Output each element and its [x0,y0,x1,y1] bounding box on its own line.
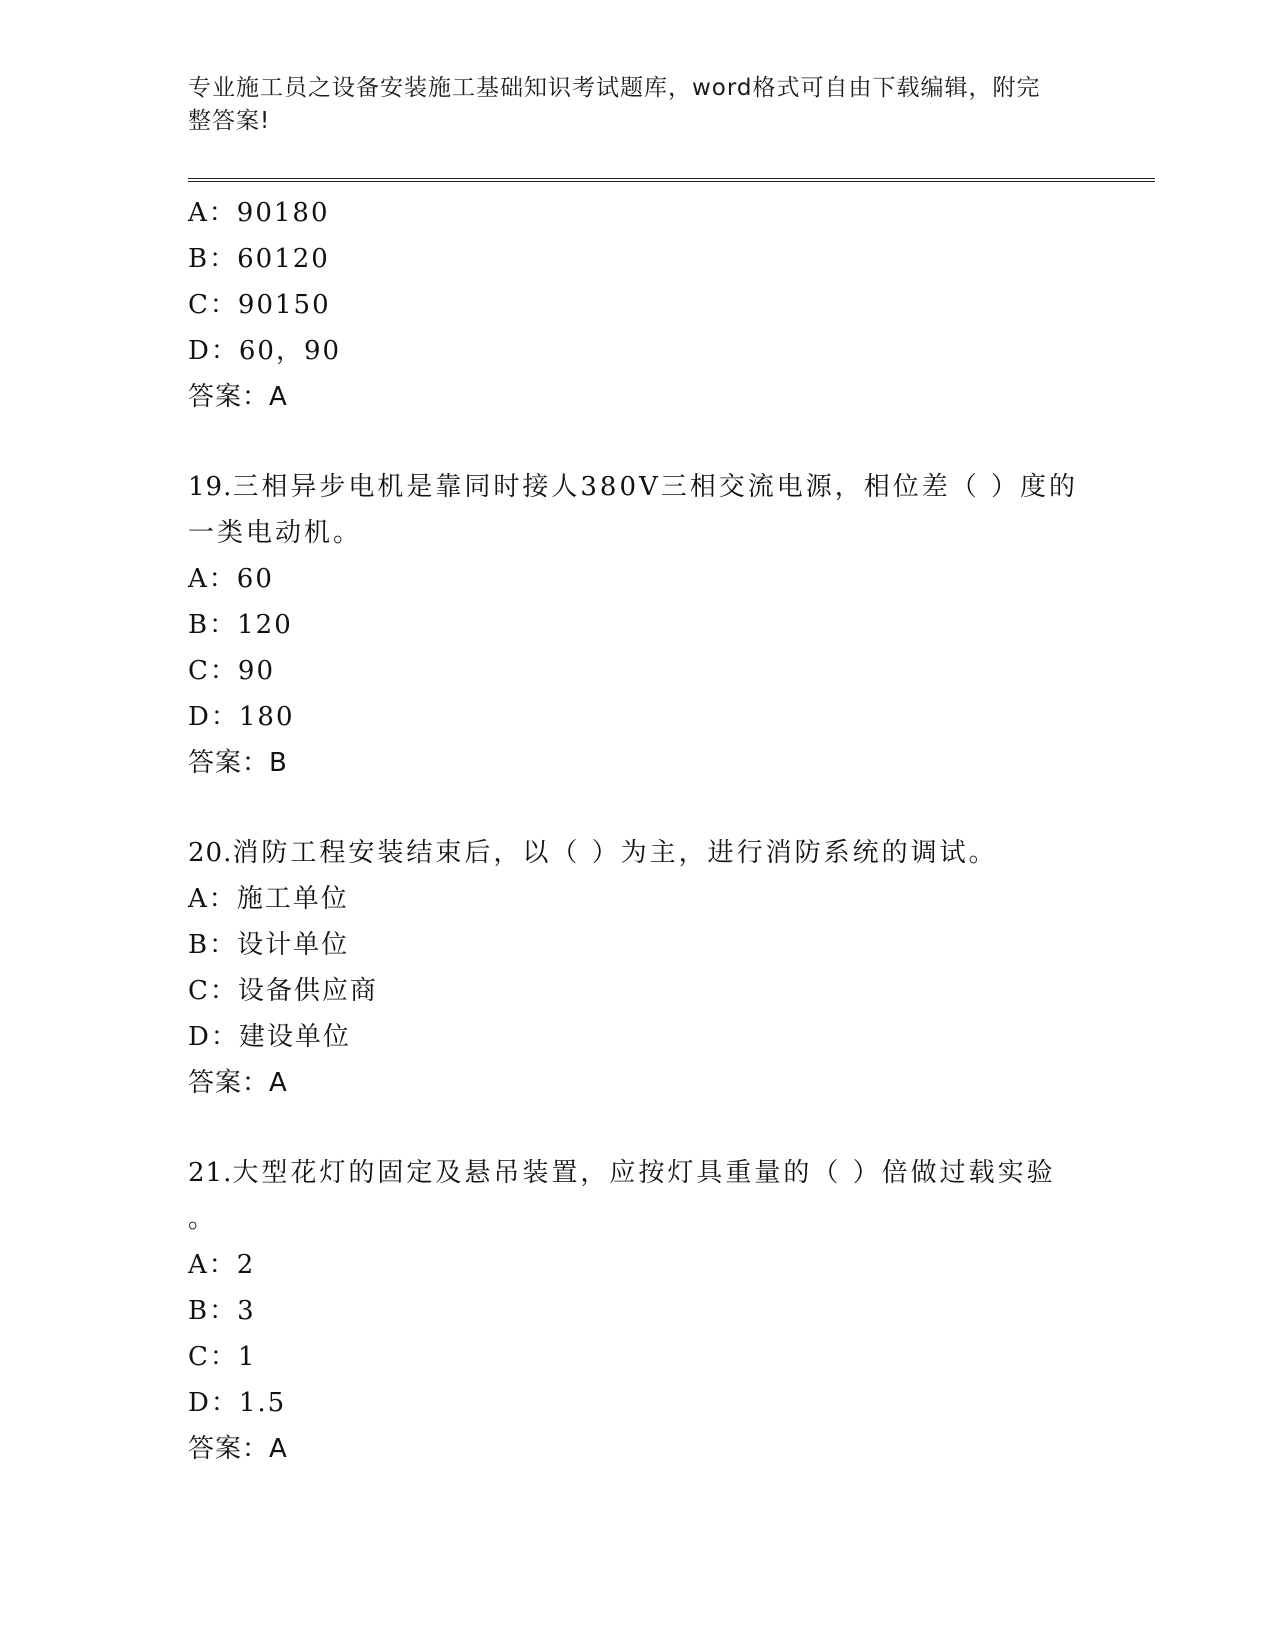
question-stem: 21.大型花灯的固定及悬吊装置，应按灯具重量的（ ）倍做过载实验 。 [188,1158,1056,1234]
question-list [188,190,1088,1472]
option-a: A：60 [188,564,274,594]
option-a: A：施工单位 [188,884,349,914]
option-c: C：90150 [188,290,331,320]
question-stem: 20.消防工程安装结束后，以（ ）为主，进行消防系统的调试。 [188,838,998,868]
header-title-line-2: 整答案! [188,108,271,134]
option-d: D：建设单位 [188,1022,351,1052]
option-b: B：3 [188,1296,256,1326]
option-b: B：设计单位 [188,930,350,960]
header-title-line-1: 专业施工员之设备安装施工基础知识考试题库，word格式可自由下载编辑，附完 [188,75,1041,101]
question-block-21 [188,1150,1088,1472]
question-number: 19. [188,472,233,502]
question-block-20 [188,830,1088,1106]
option-c: C：设备供应商 [188,976,378,1006]
option-c: C：1 [188,1342,257,1372]
option-d: D：180 [188,702,295,732]
option-c: C：90 [188,656,275,686]
option-a: A：2 [188,1250,256,1280]
question-block-continued [188,190,1088,420]
document-header [188,72,1088,138]
question-number: 20. [188,838,233,868]
question-number: 21. [188,1158,233,1188]
option-b: B：60120 [188,244,330,274]
answer-line: 答案：B [188,748,288,778]
answer-line: 答案：A [188,382,288,412]
option-d: D：60，90 [188,336,342,366]
answer-line: 答案：A [188,1068,288,1098]
question-block-19 [188,464,1088,786]
header-divider [188,178,1155,182]
option-a: A：90180 [188,198,330,228]
answer-line: 答案：A [188,1434,288,1464]
option-b: B：120 [188,610,293,640]
question-stem: 19.三相异步电机是靠同时接人380V三相交流电源，相位差（ ）度的 一类电动机。 [188,472,1079,548]
option-d: D：1.5 [188,1388,287,1418]
